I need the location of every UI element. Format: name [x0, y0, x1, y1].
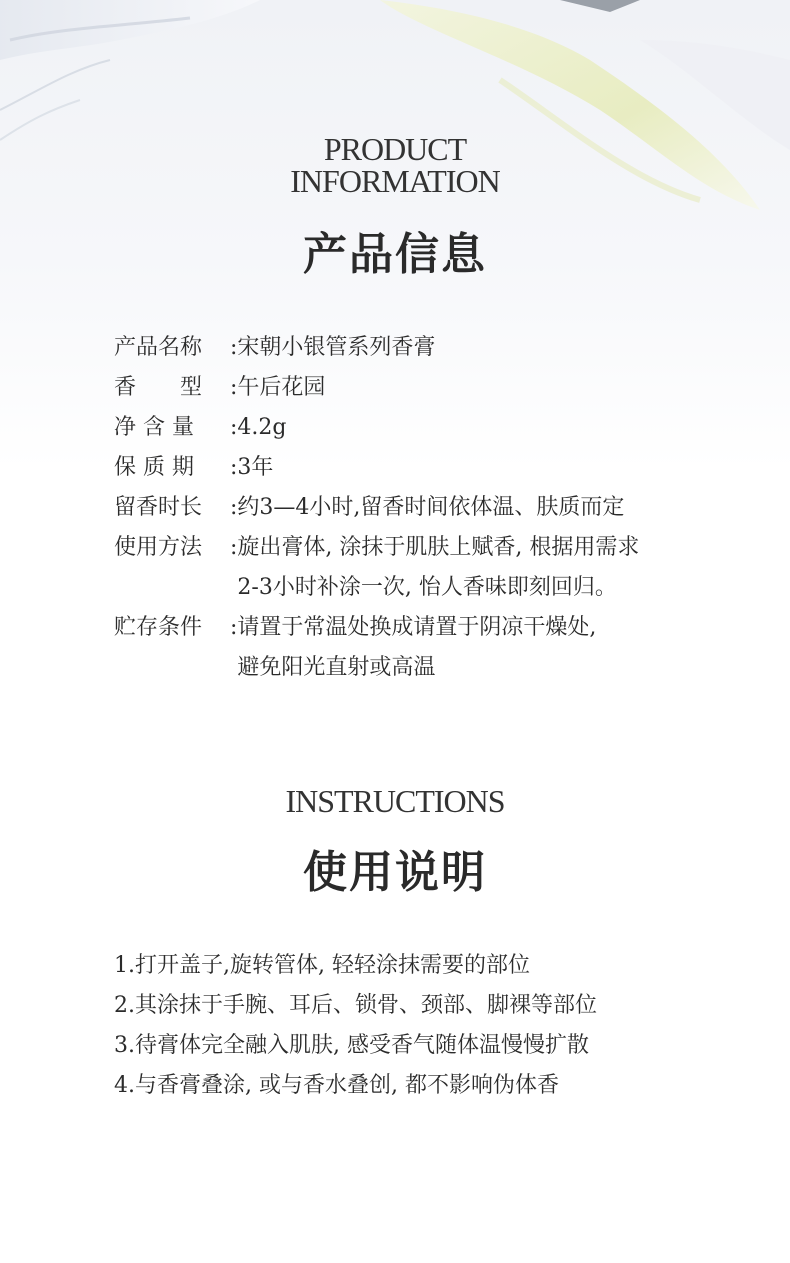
info-row-storage: [114, 608, 754, 688]
info-value: 午后花园: [237, 375, 326, 400]
info-row-name: [114, 328, 754, 368]
info-row-shelf-life: [114, 448, 754, 488]
instruction-step: 4.与香膏叠涂, 或与香水叠创, 都不影响伪体香: [114, 1073, 559, 1098]
instruction-step: 2.其涂抹于手腕、耳后、锁骨、颈部、脚裸等部位: [114, 993, 597, 1018]
instructions-title-cn: 使用说明: [303, 847, 487, 898]
info-colon: :: [230, 455, 238, 480]
info-label: 香 型: [114, 375, 203, 400]
info-colon: :: [230, 495, 238, 520]
product-info-list: [114, 328, 754, 688]
instruction-step: 1.打开盖子,旋转管体, 轻轻涂抹需要的部位: [114, 953, 530, 978]
product-info-title-en-line2: INFORMATION: [290, 163, 500, 199]
info-value: 4.2g: [237, 415, 287, 440]
info-label: 使用方法: [114, 535, 203, 560]
info-row-usage: [114, 528, 754, 608]
instructions-steps-list: [114, 946, 754, 1106]
info-colon: :: [230, 335, 238, 360]
info-label: 保 质 期: [114, 455, 194, 480]
info-value: 宋朝小银管系列香膏: [237, 335, 436, 360]
info-label: 留香时长: [114, 495, 203, 520]
instructions-title-en: INSTRUCTIONS: [285, 783, 505, 819]
info-colon: :: [230, 535, 238, 560]
info-row-longevity: [114, 488, 754, 528]
info-row-net-content: [114, 408, 754, 448]
info-row-scent: [114, 368, 754, 408]
info-value: 3年: [237, 455, 274, 480]
info-colon: :: [230, 615, 238, 640]
instruction-step: 3.待膏体完全融入肌肤, 感受香气随体温慢慢扩散: [114, 1033, 589, 1058]
product-info-title-cn: 产品信息: [303, 229, 487, 280]
info-label: 净 含 量: [114, 415, 194, 440]
info-value: 约3—4小时,留香时间依体温、肤质而定: [237, 495, 625, 520]
info-colon: :: [230, 415, 238, 440]
info-colon: :: [230, 375, 238, 400]
info-value: 请置于常温处换成请置于阴凉干燥处, 避免阳光直射或高温: [237, 615, 597, 680]
info-value: 旋出膏体, 涂抹于肌肤上赋香, 根据用需求 2-3小时补涂一次, 怡人香味即刻回归。: [237, 535, 640, 600]
info-label: 贮存条件: [114, 615, 203, 640]
info-label: 产品名称: [114, 335, 203, 360]
product-info-title-en-line1: PRODUCT: [323, 131, 467, 167]
